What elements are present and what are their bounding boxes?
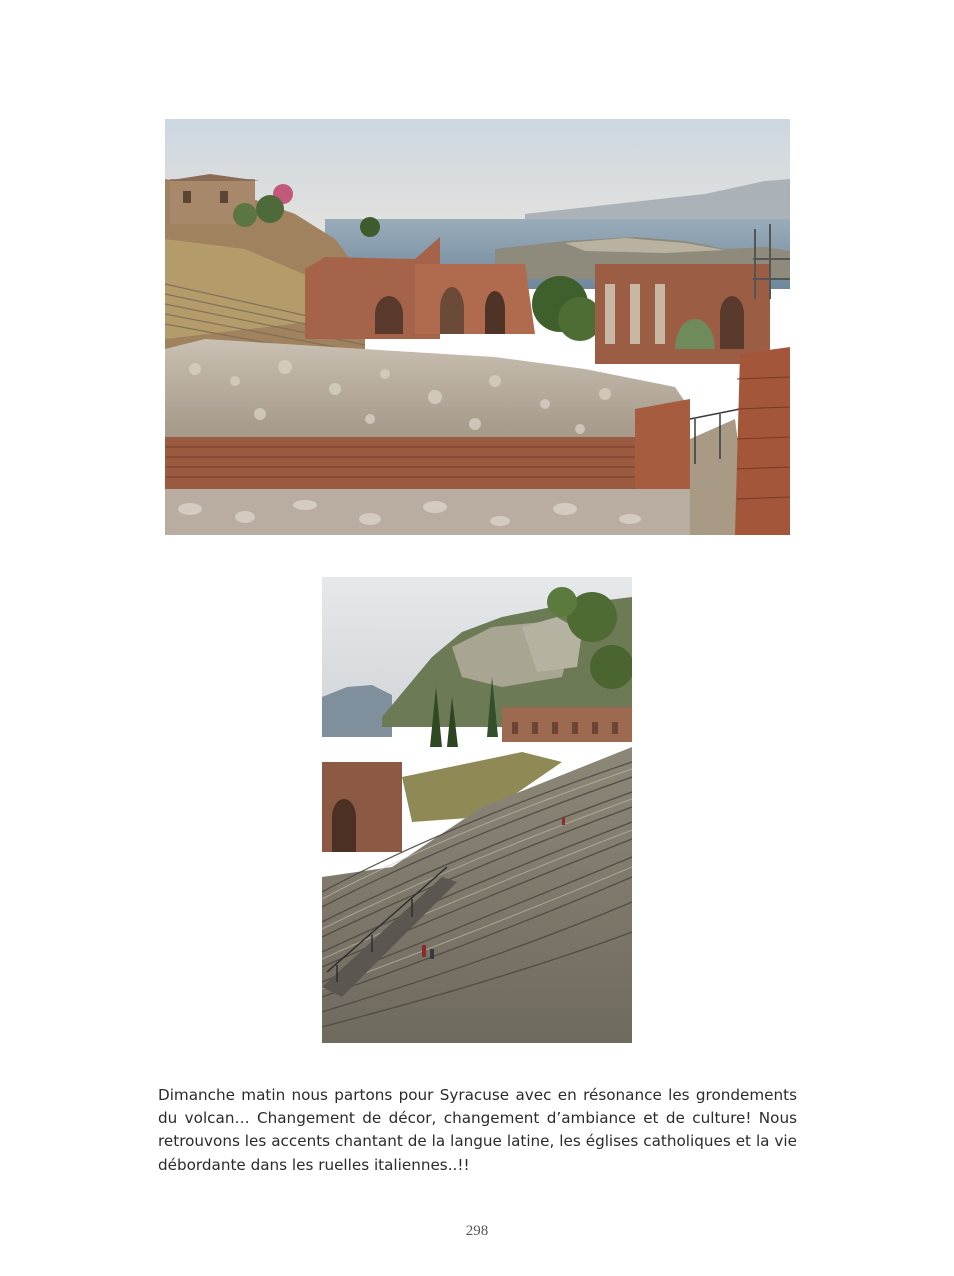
theatre-steps-photo [322,577,632,1043]
body-paragraph: Dimanche matin nous partons pour Syracuse avec en résonance les grondements du volcan… Changement de décor, changement d’ambiance et de culture! Nous retrouvons les accents chantant de la langue latine, les églises catholiques et la vie débordante dans les ruelles italiennes..!! [158,1086,797,1174]
theatre-steps-illustration [322,577,632,1043]
page-number: 298 [465,1223,489,1239]
theatre-ruins-photo [165,119,790,535]
theatre-ruins-illustration [165,119,790,535]
